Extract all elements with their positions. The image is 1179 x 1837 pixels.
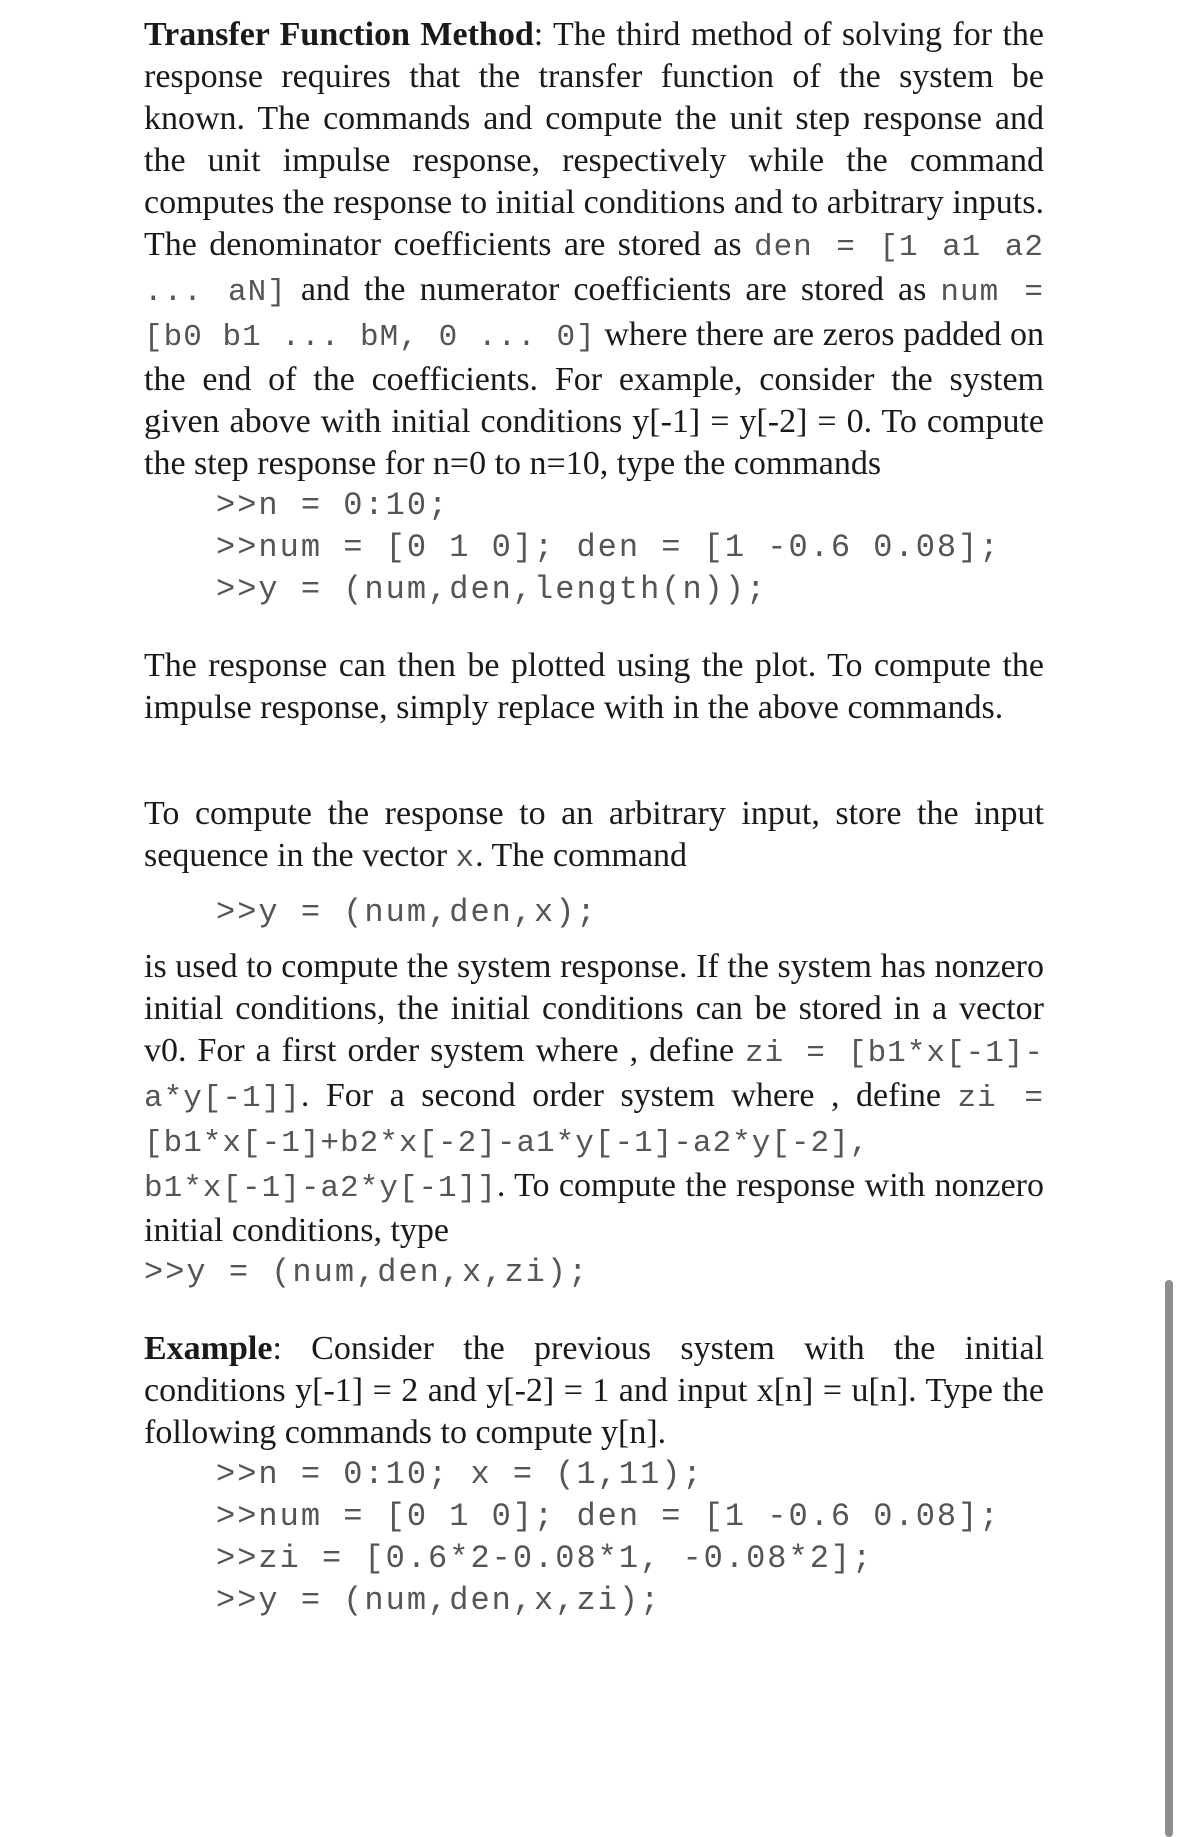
heading-colon: : <box>272 1330 282 1367</box>
vertical-scrollbar[interactable] <box>1165 1280 1173 1837</box>
spacer <box>144 880 1044 892</box>
code-line: >>num = [0 1 0]; den = [1 -0.6 0.08]; <box>216 529 1001 566</box>
paragraph-text: . The command <box>475 837 687 874</box>
paragraph-text: is used to compute the system response. If the system has nonzero initial conditions, the initial conditions can be stored in a vector v0. For a first order system where , define <box>144 948 1044 1069</box>
inline-code-num: num = [b0 b1 ... bM, 0 ... 0] <box>144 275 1044 355</box>
code-line: >>n = 0:10; x = (1,11); <box>216 1456 704 1493</box>
spacer <box>144 611 1044 645</box>
inline-code-x: x <box>455 841 476 876</box>
paragraph-text: . To compute the response with nonzero initial conditions, type <box>144 1167 1044 1249</box>
code-line: >>n = 0:10; <box>216 487 450 524</box>
heading-colon: : <box>533 16 544 53</box>
paragraph-text: Consider the previous system with the initial conditions y[-1] = 2 and y[-2] = 1 and input x[n] = u[n]. Type the following commands to compute y[n]. <box>144 1330 1044 1451</box>
code-line: >>zi = [0.6*2-0.08*1, -0.08*2]; <box>216 1540 874 1577</box>
document-page <box>144 14 1044 1622</box>
inline-code-zi-second-order: zi = [b1*x[-1]+b2*x[-2]-a1*y[-1]-a2*y[-2], b1*x[-1]-a2*y[-1]] <box>144 1081 1044 1206</box>
plot-paragraph: The response can then be plotted using the plot. To compute the impulse response, simply replace with in the above commands. <box>144 647 1044 726</box>
paragraph-text: and the numerator coefficients are stored as <box>286 271 941 308</box>
code-line: >>y = (num,den,x,zi); <box>144 1254 590 1291</box>
section-heading: Transfer Function Method <box>144 16 534 53</box>
code-block-example <box>144 1454 1044 1622</box>
example-heading: Example <box>144 1330 273 1367</box>
paragraph-text: . For a second order system where , define <box>300 1077 958 1114</box>
arbitrary-input-paragraph <box>144 793 1044 880</box>
code-block-arbitrary-input <box>144 892 1044 934</box>
code-line: >>y = (num,den,x); <box>216 894 598 931</box>
transfer-function-paragraph <box>144 14 1044 485</box>
paragraph-text: The third method of solving for the response requires that the transfer function of the system be known. The commands and compute the unit step response and the unit impulse response, respectively while the command computes the response to initial conditions and to arbitrary inputs. The denominator coefficients are stored as <box>144 16 1044 263</box>
paragraph-text: To compute the response to an arbitrary input, store the input sequence in the vector <box>144 795 1044 874</box>
spacer <box>144 934 1044 946</box>
initial-conditions-paragraph <box>144 946 1044 1252</box>
inline-code-den: den = [1 a1 a2 ... aN] <box>144 230 1044 310</box>
code-block-step-response <box>144 485 1044 611</box>
inline-code-zi-first-order: zi = [b1*x[-1]-a*y[-1]] <box>144 1036 1045 1116</box>
paragraph-text: where there are zeros padded on the end of the coefficients. For example, consider the system given above with initial conditions y[-1] = y[-2] = 0. To compute the step response for n=0 to n=10, type the commands <box>144 316 1044 482</box>
example-paragraph <box>144 1328 1044 1454</box>
code-line: >>num = [0 1 0]; den = [1 -0.6 0.08]; <box>216 1498 1001 1535</box>
spacer <box>144 729 1044 793</box>
spacer <box>144 1294 1044 1328</box>
code-line: >>y = (num,den,x,zi); <box>216 1582 662 1619</box>
code-block-nonzero-ic <box>144 1252 1044 1294</box>
code-line: >>y = (num,den,length(n)); <box>216 571 768 608</box>
